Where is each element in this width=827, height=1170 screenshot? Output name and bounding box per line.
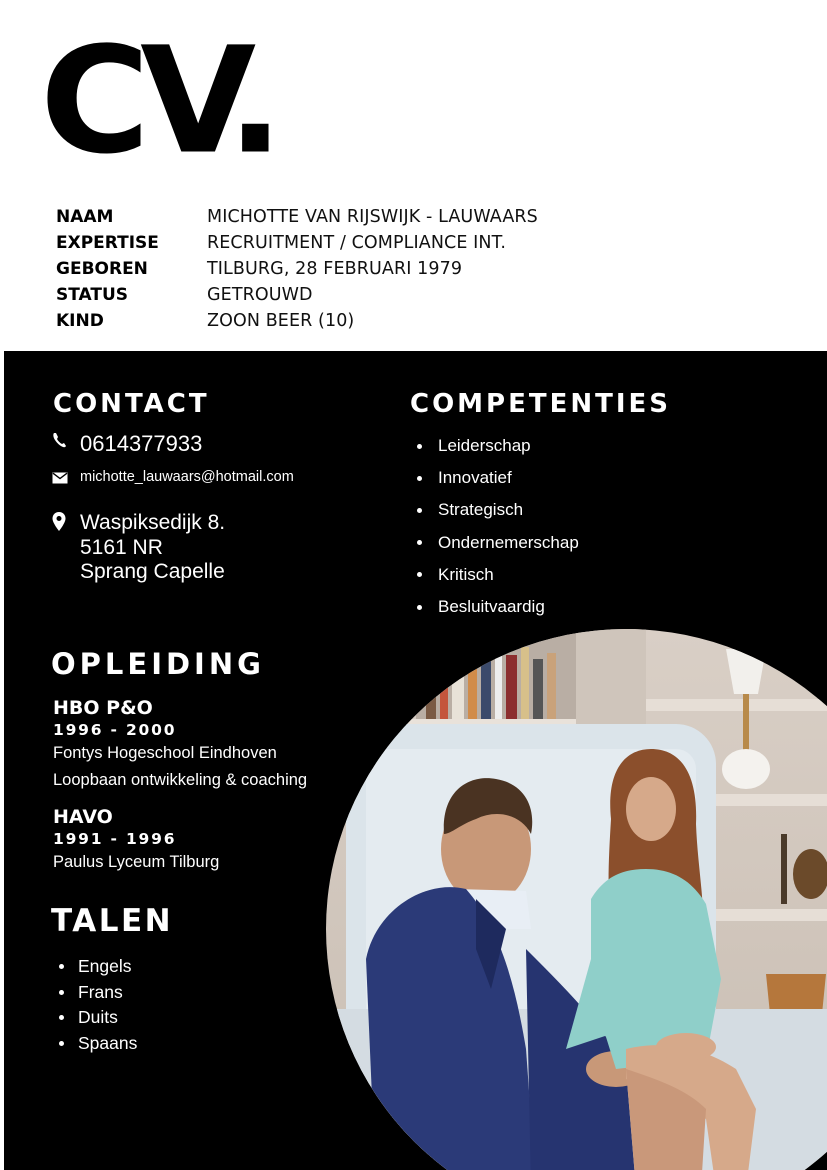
talen-list [59, 954, 137, 1056]
education-degree: HBO P&O [53, 697, 153, 719]
profile-photo [326, 629, 827, 1170]
info-value: TILBURG, 28 FEBRUARI 1979 [207, 259, 463, 279]
taal-label: Duits [78, 1007, 118, 1028]
bullet-icon [417, 476, 422, 481]
education-detail: Loopbaan ontwikkeling & coaching [53, 771, 308, 789]
location-pin-icon [52, 511, 80, 536]
list-item [417, 559, 579, 591]
info-value: GETROUWD [207, 285, 313, 305]
bullet-icon [417, 444, 422, 449]
cv-logo: CV. [40, 16, 274, 187]
list-item [417, 494, 579, 526]
bullet-icon [417, 540, 422, 545]
education-years: 1996 - 2000 [53, 721, 177, 739]
taal-label: Engels [78, 956, 132, 977]
competentie-label: Kritisch [438, 564, 494, 584]
info-label: GEBOREN [56, 259, 148, 279]
bullet-icon [417, 572, 422, 577]
list-item [417, 462, 579, 494]
list-item [59, 1031, 137, 1057]
list-item [59, 954, 137, 980]
email-address: michotte_lauwaars@hotmail.com [80, 469, 294, 485]
competentie-label: Ondernemerschap [438, 532, 579, 552]
personal-info [56, 204, 538, 334]
list-item [59, 980, 137, 1006]
info-row-status [56, 282, 538, 308]
list-item [417, 527, 579, 559]
taal-label: Spaans [78, 1032, 138, 1053]
education-degree: HAVO [53, 806, 113, 828]
address-line: Waspiksedijk 8. [80, 511, 226, 534]
info-row-naam [56, 204, 538, 230]
list-item [417, 591, 579, 623]
list-item [417, 430, 579, 462]
info-value: MICHOTTE VAN RIJSWIJK - LAUWAARS [207, 207, 538, 227]
info-label: NAAM [56, 207, 114, 227]
competenties-list [417, 430, 579, 623]
info-label: EXPERTISE [56, 233, 159, 253]
list-item [59, 1005, 137, 1031]
info-label: STATUS [56, 285, 129, 305]
opleiding-heading: OPLEIDING [51, 647, 265, 681]
education-entry [53, 805, 219, 876]
competenties-heading: COMPETENTIES [410, 389, 672, 419]
phone-number: 0614377933 [80, 431, 203, 456]
bullet-icon [417, 605, 422, 610]
education-years: 1991 - 1996 [53, 830, 177, 848]
contact-phone[interactable] [52, 431, 202, 457]
address-line: 5161 NR [80, 535, 163, 559]
taal-label: Frans [78, 981, 123, 1002]
info-row-geboren [56, 256, 538, 282]
education-entry [53, 696, 307, 794]
talen-heading: TALEN [51, 903, 174, 939]
competentie-label: Innovatief [438, 468, 512, 488]
info-row-kind [56, 308, 538, 334]
competentie-label: Leiderschap [438, 436, 531, 456]
bullet-icon [59, 1015, 64, 1020]
education-detail: Fontys Hogeschool Eindhoven [53, 744, 277, 762]
competentie-label: Besluitvaardig [438, 597, 545, 617]
bullet-icon [59, 1041, 64, 1046]
address-line: Sprang Capelle [80, 560, 225, 583]
address-text [80, 511, 225, 585]
info-value: ZOON BEER (10) [207, 311, 355, 331]
envelope-icon [52, 469, 80, 488]
info-label: KIND [56, 311, 104, 331]
contact-heading: CONTACT [53, 389, 210, 419]
bullet-icon [417, 508, 422, 513]
competentie-label: Strategisch [438, 500, 524, 520]
bullet-icon [59, 990, 64, 995]
phone-icon [52, 431, 80, 453]
bullet-icon [59, 964, 64, 969]
contact-email[interactable] [52, 469, 294, 488]
contact-address [52, 511, 225, 585]
education-detail: Paulus Lyceum Tilburg [53, 853, 220, 871]
info-value: RECRUITMENT / COMPLIANCE INT. [207, 233, 506, 253]
info-row-expertise [56, 230, 538, 256]
dark-panel [4, 351, 827, 1170]
